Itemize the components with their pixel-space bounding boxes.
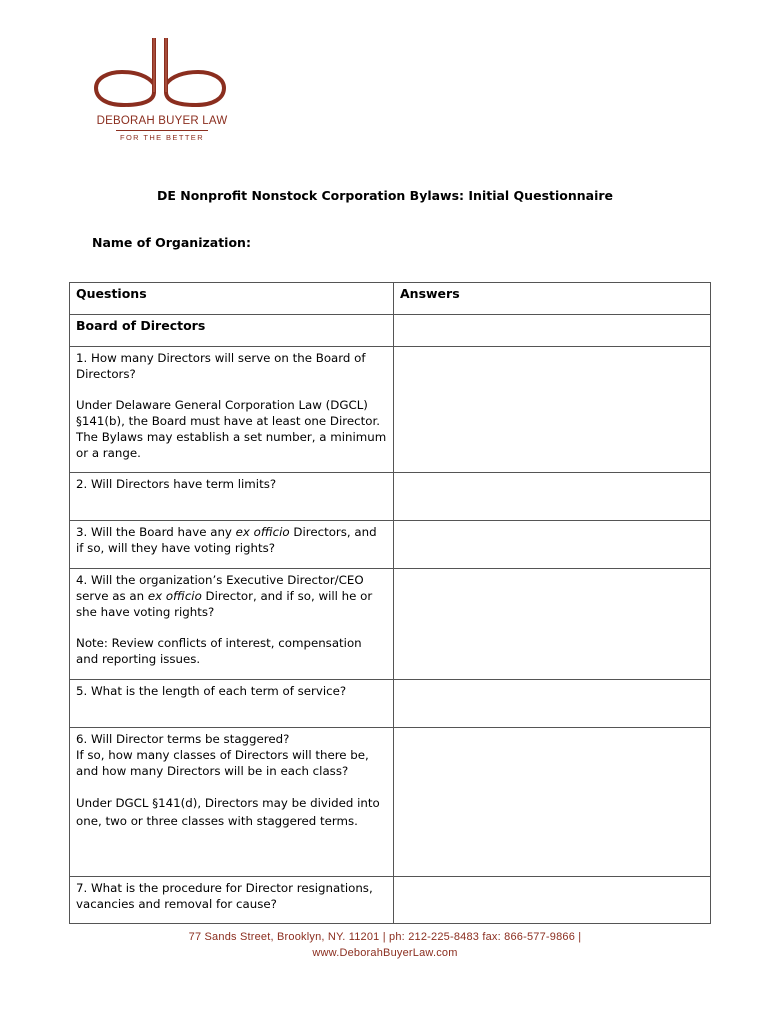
logo-divider bbox=[116, 130, 208, 131]
question-emphasis: ex officio bbox=[147, 589, 202, 603]
question-text: Director, and if so, will he or she have voting rights? bbox=[76, 589, 373, 619]
answer-cell[interactable] bbox=[394, 569, 711, 680]
question-text: 5. What is the length of each term of service? bbox=[76, 684, 347, 698]
question-text: 7. What is the procedure for Director resignations, vacancies and removal for cause? bbox=[76, 881, 373, 911]
question-text: Directors, and if so, will they have voting rights? bbox=[76, 525, 377, 555]
question-note: Under Delaware General Corporation Law (DGCL) §141(b), the Board must have at least one Director. The Bylaws may establish a set number, a minimum or a range. bbox=[76, 398, 387, 460]
footer-address: 77 Sands Street, Brooklyn, NY. 11201 | ph: 212-225-8483 fax: 866-577-9866 | bbox=[188, 931, 582, 943]
answer-cell[interactable] bbox=[394, 877, 711, 924]
question-emphasis: ex officio bbox=[235, 525, 290, 539]
question-text: 3. Will the Board have any bbox=[76, 525, 236, 539]
section-row bbox=[70, 315, 711, 347]
answer-cell[interactable] bbox=[394, 680, 711, 728]
db-monogram-icon bbox=[92, 36, 232, 114]
firm-logo bbox=[92, 36, 232, 142]
question-cell bbox=[70, 680, 394, 728]
answer-cell[interactable] bbox=[394, 473, 711, 521]
question-cell bbox=[70, 728, 394, 877]
question-cell bbox=[70, 877, 394, 924]
question-text: 1. How many Directors will serve on the Board of Directors? bbox=[76, 351, 366, 381]
table-header-row bbox=[70, 283, 711, 315]
answer-cell[interactable] bbox=[394, 315, 711, 347]
answer-cell[interactable] bbox=[394, 728, 711, 877]
question-note: Under DGCL §141(d), Directors may be divided into one, two or three classes with staggered terms. bbox=[76, 796, 380, 828]
question-text: 4. Will the organization’s Executive Director/CEO serve as an bbox=[76, 573, 364, 603]
questionnaire-table bbox=[69, 282, 711, 924]
question-note: Note: Review conflicts of interest, compensation and reporting issues. bbox=[76, 636, 362, 666]
question-cell bbox=[70, 569, 394, 680]
table-row bbox=[70, 569, 711, 680]
answer-cell[interactable] bbox=[394, 521, 711, 569]
table-row bbox=[70, 728, 711, 877]
answer-cell[interactable] bbox=[394, 347, 711, 473]
table-row bbox=[70, 473, 711, 521]
firm-name: DEBORAH BUYER LAW bbox=[96, 115, 228, 127]
firm-tagline: FOR THE BETTER bbox=[119, 133, 205, 142]
section-title: Board of Directors bbox=[70, 315, 394, 347]
question-text: 2. Will Directors have term limits? bbox=[76, 477, 277, 491]
table-row bbox=[70, 680, 711, 728]
table-row bbox=[70, 347, 711, 473]
document-title: DE Nonprofit Nonstock Corporation Bylaws: Initial Questionnaire bbox=[156, 188, 614, 203]
answers-column-header: Answers bbox=[394, 283, 711, 315]
organization-name-label: Name of Organization: bbox=[92, 235, 251, 250]
question-text: If so, how many classes of Directors will there be, and how many Directors will be in each class? bbox=[76, 748, 369, 778]
table-row bbox=[70, 521, 711, 569]
question-cell bbox=[70, 521, 394, 569]
question-cell bbox=[70, 473, 394, 521]
footer-website[interactable]: www.DeborahBuyerLaw.com bbox=[312, 947, 458, 959]
questions-column-header: Questions bbox=[70, 283, 394, 315]
question-cell bbox=[70, 347, 394, 473]
table-row bbox=[70, 877, 711, 924]
question-text: 6. Will Director terms be staggered? bbox=[76, 732, 290, 746]
